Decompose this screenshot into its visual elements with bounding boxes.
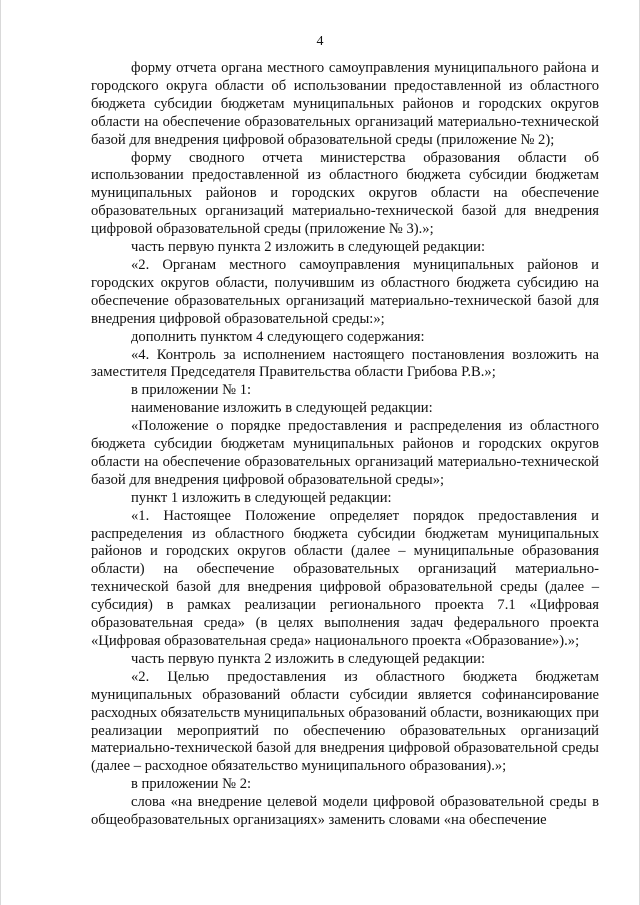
paragraph-appendix-2: в приложении № 2: xyxy=(131,776,252,793)
paragraph-amend-point-2: часть первую пункта 2 изложить в следующей редакции: xyxy=(131,239,486,256)
paragraph-point-2-text: «2. Органам местного самоуправления муниципальных районов и городских округов области, получившим из областного бюджета субсидию на обеспечение образовательных организаций материально-технической базой для внедрения цифровой образовательной среды:»; xyxy=(91,256,599,327)
paragraph-regulation-title: «Положение о порядке предоставления и распределения из областного бюджета субсидии бюджетам муниципальных районов и городских округов области на обеспечение образовательных организаций материально-технической базой для внедрения цифровой образовательной среды»; xyxy=(91,418,599,488)
paragraph-replace-words: слова «на внедрение целевой модели цифровой образовательной среды в общеобразовательных организациях» заменить словами «на обеспечение xyxy=(91,794,599,829)
page-number: 4 xyxy=(316,34,324,49)
paragraph-add-point-4: дополнить пунктом 4 следующего содержания: xyxy=(131,328,425,345)
paragraph-amend-point-1: пункт 1 изложить в следующей редакции: xyxy=(131,489,392,506)
paragraph-title-amend: наименование изложить в следующей редакции: xyxy=(131,400,433,417)
paragraph-report-form-municipal: форму отчета органа местного самоуправления муниципального района и городского округа области об использовании предоставленной из областного бюджета субсидии бюджетам муниципальных районов и городских округов области на обеспечение образовательных организаций материально-технической базой для внедрения цифровой образовательной среды (приложение № 2); xyxy=(91,60,599,148)
paragraph-appendix-1: в приложении № 1: xyxy=(131,382,252,399)
document-body xyxy=(91,60,599,830)
paragraph-point-2-goal-text: «2. Целью предоставления из областного бюджета бюджетам муниципальных образований области субсидии является софинансирование расходных обязательств муниципальных образований области, возникающих при реализации мероприятий по обеспечению образовательных организаций материально-технической базой для внедрения цифровой образовательной среды (далее – расходное обязательство муниципального образования).»; xyxy=(91,668,599,775)
paragraph-point-1-text: «1. Настоящее Положение определяет порядок предоставления и распределения из областного бюджета субсидии бюджетам муниципальных районов и городских округов области (далее – муниципальные образования области) на обеспечение образовательных организаций материально-технической базой для внедрения цифровой образовательной среды (далее – субсидия) в рамках реализации регионального проекта 7.1 «Цифровая образовательная среда» (в целях выполнения задач федерального проекта «Цифровая образовательная среда» национального проекта «Образование»).»; xyxy=(91,507,599,649)
paragraph-summary-report-form: форму сводного отчета министерства образования области об использовании предоставленной из областного бюджета субсидии бюджетам муниципальных районов и городских округов области на обеспечение образовательных организаций материально-технической базой для внедрения цифровой образовательной среды (приложение № 3).»; xyxy=(91,149,599,238)
paragraph-amend-point-2-second: часть первую пункта 2 изложить в следующей редакции: xyxy=(131,650,486,667)
paragraph-point-4-text: «4. Контроль за исполнением настоящего постановления возложить на заместителя Председателя Правительства области Грибова Р.В.»; xyxy=(91,346,599,381)
